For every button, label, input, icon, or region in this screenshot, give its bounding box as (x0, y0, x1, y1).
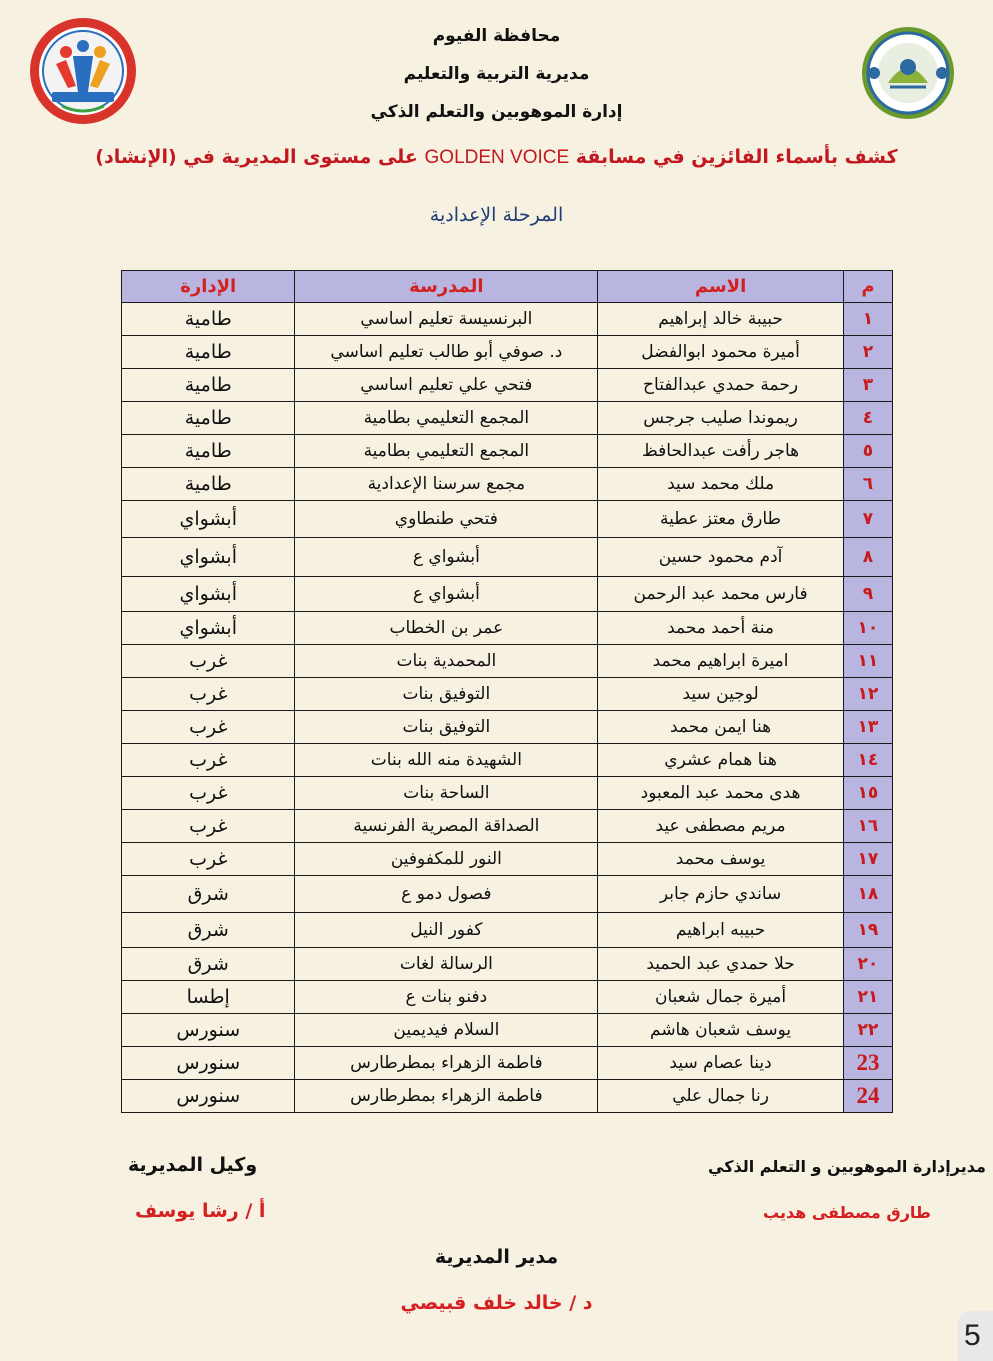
row-number: ١١ (843, 645, 892, 678)
admin-name: طامية (122, 402, 295, 435)
title-part2: على مستوى المديرية في (الإنشاد) (95, 146, 425, 168)
student-name: يوسف شعبان هاشم (598, 1014, 844, 1047)
school-name: البرنسيسة تعليم اساسي (295, 303, 598, 336)
table-row (122, 501, 893, 538)
table-row (122, 612, 893, 645)
admin-name: طامية (122, 468, 295, 501)
document-title (0, 146, 993, 169)
admin-name: غرب (122, 645, 295, 678)
admin-name: غرب (122, 678, 295, 711)
school-name: الشهيدة منه الله بنات (295, 744, 598, 777)
department-name: إدارة الموهوبين والتعلم الذكي (370, 102, 623, 122)
student-name: هدى محمد عبد المعبود (598, 777, 844, 810)
table-row (122, 711, 893, 744)
row-number: ٦ (843, 468, 892, 501)
table-row (122, 876, 893, 913)
table-row (122, 981, 893, 1014)
admin-name: أبشواي (122, 501, 295, 538)
governorate-name: محافظة الفيوم (432, 26, 561, 46)
row-number: ٨ (843, 538, 892, 577)
student-name: دينا عصام سيد (598, 1047, 844, 1080)
student-name: مريم مصطفى عيد (598, 810, 844, 843)
school-name: المجمع التعليمي بطامية (295, 402, 598, 435)
school-name: د. صوفي أبو طالب تعليم اساسي (295, 336, 598, 369)
table-row (122, 810, 893, 843)
student-name: ريموندا صليب جرجس (598, 402, 844, 435)
student-name: رنا جمال علي (598, 1080, 844, 1113)
director-name: د / خالد خلف قبيصي (400, 1292, 593, 1314)
school-name: فتحي طنطاوي (295, 501, 598, 538)
winners-table (121, 270, 893, 1113)
admin-name: شرق (122, 913, 295, 948)
admin-name: غرب (122, 744, 295, 777)
student-name: أميرة جمال شعبان (598, 981, 844, 1014)
table-header-row (122, 271, 893, 303)
admin-name: غرب (122, 843, 295, 876)
col-header-name: الاسم (598, 271, 844, 303)
admin-name: سنورس (122, 1014, 295, 1047)
admin-name: طامية (122, 369, 295, 402)
student-name: هنا همام عشري (598, 744, 844, 777)
admin-name: سنورس (122, 1047, 295, 1080)
school-name: النور للمكفوفين (295, 843, 598, 876)
row-number: ٢٢ (843, 1014, 892, 1047)
row-number: ٥ (843, 435, 892, 468)
school-name: المجمع التعليمي بطامية (295, 435, 598, 468)
directorate-name: مديرية التربية والتعليم (403, 64, 590, 84)
admin-name: غرب (122, 711, 295, 744)
admin-name: شرق (122, 876, 295, 913)
admin-name: طامية (122, 303, 295, 336)
student-name: هاجر رأفت عبدالحافظ (598, 435, 844, 468)
table-row (122, 577, 893, 612)
admin-name: طامية (122, 435, 295, 468)
admin-name: طامية (122, 336, 295, 369)
school-name: عمر بن الخطاب (295, 612, 598, 645)
student-name: رحمة حمدي عبدالفتاح (598, 369, 844, 402)
school-name: الرسالة لغات (295, 948, 598, 981)
table-row (122, 913, 893, 948)
admin-name: أبشواي (122, 577, 295, 612)
admin-name: شرق (122, 948, 295, 981)
school-name: كفور النيل (295, 913, 598, 948)
admin-name: غرب (122, 777, 295, 810)
table-row (122, 948, 893, 981)
table-row (122, 744, 893, 777)
student-name: اميرة ابراهيم محمد (598, 645, 844, 678)
school-name: فاطمة الزهراء بمطرطارس (295, 1047, 598, 1080)
row-number: ١٠ (843, 612, 892, 645)
school-name: التوفيق بنات (295, 678, 598, 711)
row-number: 23 (843, 1047, 892, 1080)
table-row (122, 336, 893, 369)
table-row (122, 645, 893, 678)
admin-name: سنورس (122, 1080, 295, 1113)
table-row (122, 1014, 893, 1047)
student-name: حلا حمدي عبد الحميد (598, 948, 844, 981)
row-number: 24 (843, 1080, 892, 1113)
table-row (122, 1047, 893, 1080)
stage-subtitle: المرحلة الإعدادية (429, 204, 564, 226)
school-name: الصداقة المصرية الفرنسية (295, 810, 598, 843)
table-row (122, 435, 893, 468)
table-row (122, 303, 893, 336)
manager-title: مديرإدارة الموهوبين و التعلم الذكي (708, 1157, 986, 1176)
row-number: ١ (843, 303, 892, 336)
student-name: طارق معتز عطية (598, 501, 844, 538)
school-name: المحمدية بنات (295, 645, 598, 678)
row-number: ١٨ (843, 876, 892, 913)
school-name: التوفيق بنات (295, 711, 598, 744)
student-name: ملك محمد سيد (598, 468, 844, 501)
row-number: ١٧ (843, 843, 892, 876)
student-name: منة أحمد محمد (598, 612, 844, 645)
col-header-num: م (843, 271, 892, 303)
table-row (122, 1080, 893, 1113)
col-header-admin: الإدارة (122, 271, 295, 303)
row-number: ١٩ (843, 913, 892, 948)
deputy-name: أ / رشا يوسف (135, 1200, 266, 1222)
page-number: 5 (958, 1311, 993, 1361)
row-number: ٤ (843, 402, 892, 435)
school-name: فاطمة الزهراء بمطرطارس (295, 1080, 598, 1113)
row-number: ١٥ (843, 777, 892, 810)
student-name: ساندي حازم جابر (598, 876, 844, 913)
row-number: ١٦ (843, 810, 892, 843)
student-name: أميرة محمود ابوالفضل (598, 336, 844, 369)
school-name: السلام فيديمين (295, 1014, 598, 1047)
row-number: ٢١ (843, 981, 892, 1014)
student-name: هنا ايمن محمد (598, 711, 844, 744)
student-name: حبيبة خالد إبراهيم (598, 303, 844, 336)
student-name: يوسف محمد (598, 843, 844, 876)
table-row (122, 678, 893, 711)
deputy-title: وكيل المديرية (128, 1154, 258, 1176)
title-part1: كشف بأسماء الفائزين في مسابقة (569, 146, 898, 168)
student-name: حبيبه ابراهيم (598, 913, 844, 948)
table-row (122, 468, 893, 501)
row-number: ١٤ (843, 744, 892, 777)
manager-name: طارق مصطفى هديب (763, 1203, 931, 1222)
student-name: فارس محمد عبد الرحمن (598, 577, 844, 612)
school-name: الساحة بنات (295, 777, 598, 810)
admin-name: أبشواي (122, 538, 295, 577)
school-name: دفنو بنات ع (295, 981, 598, 1014)
table-row (122, 538, 893, 577)
row-number: ٣ (843, 369, 892, 402)
school-name: أبشواي ع (295, 538, 598, 577)
row-number: ٧ (843, 501, 892, 538)
col-header-school: المدرسة (295, 271, 598, 303)
admin-name: أبشواي (122, 612, 295, 645)
row-number: ١٢ (843, 678, 892, 711)
school-name: فتحي علي تعليم اساسي (295, 369, 598, 402)
row-number: ٢ (843, 336, 892, 369)
school-name: مجمع سرسنا الإعدادية (295, 468, 598, 501)
row-number: ٩ (843, 577, 892, 612)
row-number: ٢٠ (843, 948, 892, 981)
table-row (122, 402, 893, 435)
admin-name: غرب (122, 810, 295, 843)
admin-name: إطسا (122, 981, 295, 1014)
table-row (122, 843, 893, 876)
school-name: فصول دمو ع (295, 876, 598, 913)
student-name: لوجين سيد (598, 678, 844, 711)
table-row (122, 369, 893, 402)
director-title: مدير المديرية (434, 1246, 559, 1268)
table-row (122, 777, 893, 810)
title-competition: GOLDEN VOICE (424, 147, 570, 168)
row-number: ١٣ (843, 711, 892, 744)
school-name: أبشواي ع (295, 577, 598, 612)
student-name: آدم محمود حسين (598, 538, 844, 577)
